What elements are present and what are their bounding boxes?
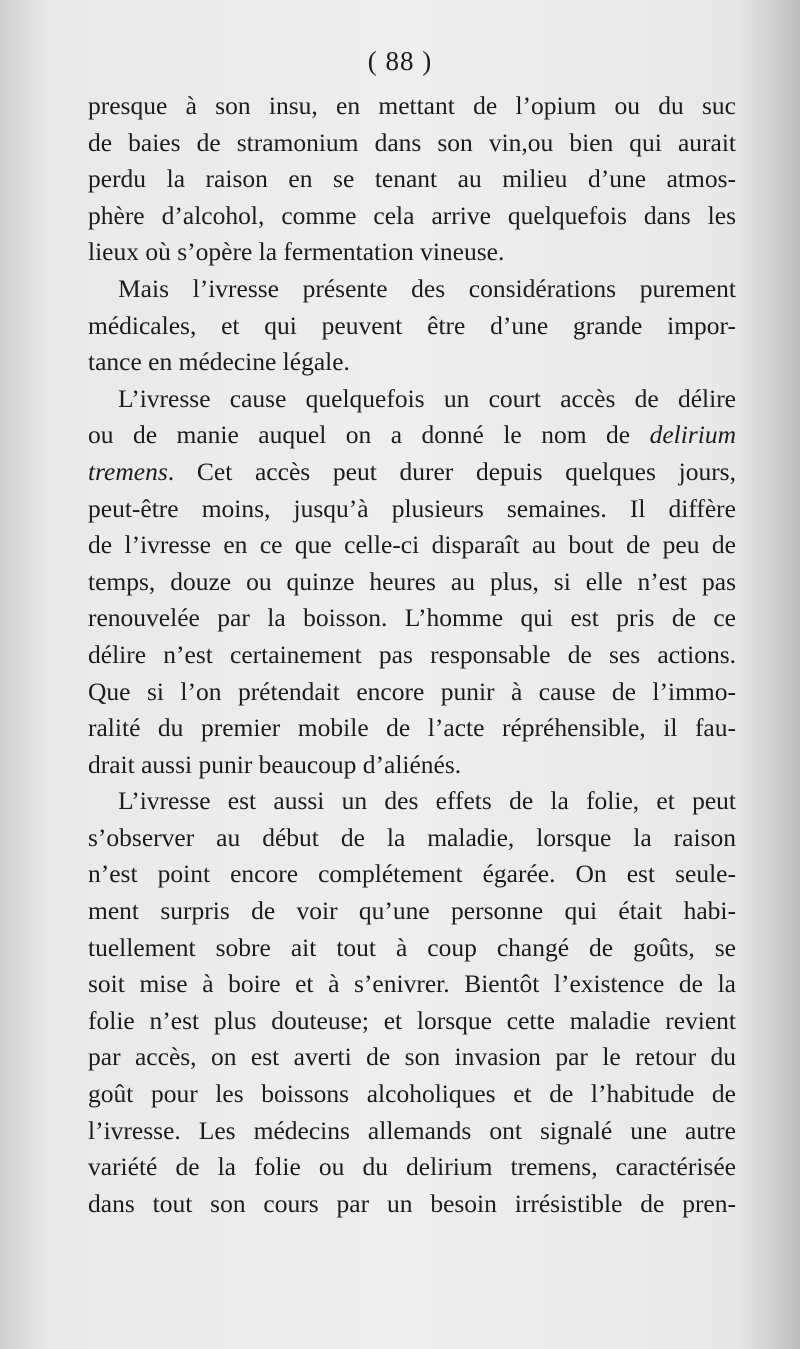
italic-term: delirium bbox=[649, 420, 736, 450]
paragraph bbox=[88, 88, 736, 271]
text-line: L’ivresse cause quelquefois un court accès de délire bbox=[118, 383, 736, 413]
text-line: de l’ivresse en ce que celle-ci disparaît au bout de peu de bbox=[88, 530, 736, 560]
text-line: soit mise à boire et à s’enivrer. Bientôt l’existence de la bbox=[88, 969, 736, 999]
text-line: ment surpris de voir qu’une personne qui était habi- bbox=[88, 896, 736, 926]
paragraph bbox=[88, 271, 736, 381]
text-line bbox=[88, 454, 736, 491]
text-line: variété de la folie ou du delirium tremens, caractérisée bbox=[88, 1152, 736, 1182]
paragraph bbox=[88, 381, 736, 784]
text-line: goût pour les boissons alcoholiques et de l’habitude de bbox=[88, 1079, 736, 1109]
text-line: L’ivresse est aussi un des effets de la folie, et peut bbox=[118, 786, 736, 816]
italic-term: tremens bbox=[88, 456, 168, 486]
text-line: presque à son insu, en mettant de l’opium ou du suc bbox=[88, 91, 736, 120]
text-line: de baies de stramonium dans son vin,ou bien qui aurait bbox=[88, 127, 736, 157]
page-number: ( 88 ) bbox=[367, 46, 433, 76]
text-line: dans tout son cours par un besoin irrésistible de pren- bbox=[88, 1188, 736, 1218]
text-fragment: . Cet accès peut durer depuis quelques jours, bbox=[167, 456, 736, 486]
text-line: ralité du premier mobile de l’acte répréhensible, il fau- bbox=[88, 713, 736, 743]
text-line: tuellement sobre ait tout à coup changé de goûts, se bbox=[88, 932, 736, 962]
text-line: Mais l’ivresse présente des considérations purement bbox=[118, 273, 736, 303]
text-line: délire n’est certainement pas responsable de ses actions. bbox=[88, 639, 736, 669]
paragraph bbox=[88, 783, 736, 1222]
text-fragment: ou de manie auquel on a donné le nom de bbox=[88, 420, 650, 450]
text-line: médicales, et qui peuvent être d’une grande impor- bbox=[88, 310, 736, 340]
text-line: Que si l’on prétendait encore punir à cause de l’immo- bbox=[88, 676, 736, 706]
text-line: renouvelée par la boisson. L’homme qui est pris de ce bbox=[88, 603, 736, 633]
text-line: s’observer au début de la maladie, lorsque la raison bbox=[88, 822, 736, 852]
text-line: perdu la raison en se tenant au milieu d’une atmos- bbox=[88, 164, 736, 194]
text-line: temps, douze ou quinze heures au plus, si elle n’est pas bbox=[88, 566, 736, 596]
text-line: n’est point encore complétement égarée. On est seule- bbox=[88, 859, 736, 889]
text-line: l’ivresse. Les médecins allemands ont signalé une autre bbox=[88, 1115, 736, 1145]
text-line: par accès, on est averti de son invasion par le retour du bbox=[88, 1042, 736, 1072]
text-line: phère d’alcohol, comme cela arrive quelquefois dans les bbox=[88, 200, 736, 230]
text-line: peut-être moins, jusqu’à plusieurs semaines. Il diffère bbox=[88, 493, 736, 523]
text-line: tance en médecine légale. bbox=[88, 347, 350, 377]
text-line: folie n’est plus douteuse; et lorsque cette maladie revient bbox=[88, 1005, 736, 1035]
text-line: drait aussi punir beaucoup d’aliénés. bbox=[88, 749, 462, 779]
text-line bbox=[88, 417, 736, 454]
text-line: lieux où s’opère la fermentation vineuse. bbox=[88, 237, 505, 267]
page-body bbox=[88, 88, 736, 1222]
